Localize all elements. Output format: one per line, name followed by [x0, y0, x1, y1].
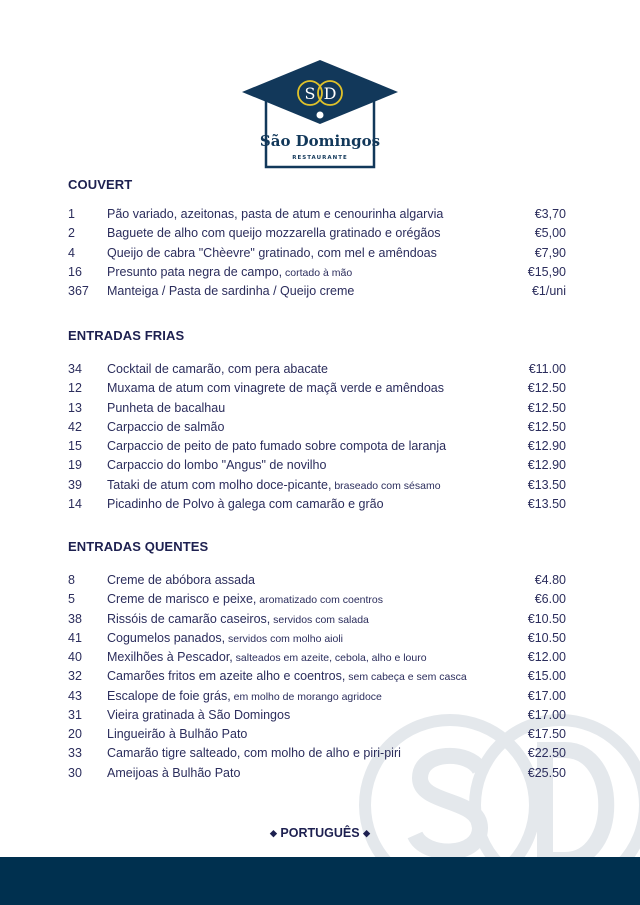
item-name: Cogumelos panados, — [107, 630, 226, 645]
item-name: Vieira gratinada à São Domingos — [107, 707, 291, 722]
item-number: 16 — [68, 264, 82, 279]
item-name: Baguete de alho com queijo mozzarella gratinado e orégãos — [107, 226, 441, 241]
item-name: Creme de abóbora assada — [107, 573, 256, 587]
item-price: €25.50 — [527, 765, 566, 780]
item-number: 2 — [68, 226, 75, 241]
menu-item — [68, 265, 566, 284]
item-description — [107, 401, 526, 415]
item-price: €12.50 — [527, 419, 566, 434]
item-price: €10.50 — [527, 630, 566, 645]
item-name: Carpaccio do lombo "Angus" de novilho — [107, 458, 327, 473]
item-description — [107, 265, 526, 279]
footer-band — [0, 857, 640, 905]
svg-text:D: D — [323, 84, 337, 103]
item-number: 14 — [68, 496, 82, 511]
item-description — [107, 650, 526, 664]
item-description — [107, 766, 526, 780]
item-number: 31 — [68, 707, 82, 722]
item-description — [107, 226, 526, 240]
language-selector[interactable] — [0, 826, 640, 840]
menu-item — [68, 458, 566, 477]
menu-item — [68, 746, 566, 765]
menu-list — [68, 573, 566, 785]
item-number: 41 — [68, 630, 82, 645]
item-price: €22.50 — [527, 746, 566, 761]
item-description — [107, 381, 526, 395]
item-number: 12 — [68, 381, 82, 396]
item-price: €10.50 — [527, 611, 566, 626]
item-number: 40 — [68, 650, 82, 664]
menu-item — [68, 573, 566, 592]
item-price: €12.90 — [527, 458, 566, 473]
menu-item — [68, 362, 566, 381]
item-name: Carpaccio de salmão — [107, 419, 225, 434]
menu-item — [68, 592, 566, 611]
item-price: €12.90 — [527, 439, 566, 453]
menu-item — [68, 766, 566, 785]
menu-item — [68, 439, 566, 458]
menu-item — [68, 420, 566, 439]
item-note: cortado à mão — [282, 266, 353, 279]
arrow-right-icon: ◆ — [363, 828, 370, 838]
item-name: Presunto pata negra de campo, — [107, 264, 283, 279]
item-price: €17.50 — [527, 727, 566, 741]
item-price: €13.50 — [527, 477, 566, 492]
item-price: €15,90 — [527, 264, 566, 279]
restaurant-logo — [240, 58, 400, 170]
item-name: Ameijoas à Bulhão Pato — [107, 765, 241, 780]
item-name: Lingueirão à Bulhão Pato — [107, 727, 248, 741]
item-number: 367 — [68, 284, 89, 298]
item-number: 1 — [68, 207, 75, 221]
item-description — [107, 284, 526, 298]
item-price: €17.00 — [527, 707, 566, 722]
item-price: €1/uni — [531, 284, 566, 298]
item-price: €12.50 — [527, 381, 566, 396]
item-number: 20 — [68, 727, 82, 741]
item-name: Mexilhões à Pescador, — [107, 650, 233, 664]
menu-item — [68, 401, 566, 420]
menu-item — [68, 284, 566, 303]
item-description — [107, 669, 526, 683]
brand-name: São Domingos — [259, 132, 381, 150]
item-name: Punheta de bacalhau — [107, 400, 226, 415]
item-number: 43 — [68, 688, 82, 703]
item-description — [107, 246, 526, 260]
section-title-couvert: COUVERT — [68, 177, 133, 192]
item-description — [107, 478, 526, 492]
item-name: Muxama de atum com vinagrete de maçã verde e amêndoas — [107, 381, 444, 396]
item-name: Pão variado, azeitonas, pasta de atum e cenourinha algarvia — [107, 207, 444, 221]
item-note: servidos com molho aioli — [225, 632, 344, 645]
arrow-left-icon: ◆ — [270, 828, 277, 838]
menu-item — [68, 207, 566, 226]
item-name: Rissóis de camarão caseiros, — [107, 611, 271, 626]
menu-item — [68, 708, 566, 727]
item-name: Tataki de atum com molho doce-picante, — [107, 477, 332, 492]
item-description — [107, 439, 526, 453]
item-number: 42 — [68, 419, 82, 434]
item-name: Carpaccio de peito de pato fumado sobre compota de laranja — [107, 439, 447, 453]
language-label: PORTUGUÊS — [280, 826, 360, 840]
menu-item — [68, 669, 566, 688]
item-description — [107, 497, 526, 511]
item-description — [107, 631, 526, 645]
item-price: €13.50 — [527, 496, 566, 511]
item-description — [107, 689, 526, 703]
item-price: €5,00 — [534, 226, 566, 241]
item-number: 33 — [68, 746, 82, 761]
section-title-entradas-frias: ENTRADAS FRIAS — [68, 328, 185, 343]
item-price: €12.00 — [527, 650, 566, 664]
item-price: €7,90 — [534, 245, 566, 260]
item-number: 38 — [68, 611, 82, 626]
svg-text:S: S — [304, 84, 316, 103]
section-title-entradas-quentes: ENTRADAS QUENTES — [68, 539, 209, 554]
item-description — [107, 727, 526, 741]
item-note: braseado com sésamo — [331, 479, 441, 492]
item-name: Queijo de cabra "Chèevre" gratinado, com mel e amêndoas — [107, 245, 437, 260]
menu-item — [68, 497, 566, 516]
item-description — [107, 458, 526, 472]
item-number: 5 — [68, 592, 75, 607]
item-price: €12.50 — [527, 400, 566, 415]
item-name: Manteiga / Pasta de sardinha / Queijo creme — [107, 284, 355, 298]
menu-item — [68, 612, 566, 631]
item-description — [107, 573, 526, 587]
item-number: 34 — [68, 362, 82, 376]
menu-item — [68, 478, 566, 497]
brand-subtitle: RESTAURANTE — [292, 155, 348, 161]
item-price: €4.80 — [534, 573, 566, 587]
menu-list — [68, 362, 566, 516]
menu-item — [68, 650, 566, 669]
menu-item — [68, 226, 566, 245]
menu-item — [68, 246, 566, 265]
item-number: 13 — [68, 400, 82, 415]
item-description — [107, 362, 526, 376]
item-description — [107, 612, 526, 626]
item-note: aromatizado com coentros — [256, 594, 384, 607]
item-number: 19 — [68, 458, 82, 473]
item-name: Picadinho de Polvo à galega com camarão e grão — [107, 496, 384, 511]
menu-item — [68, 727, 566, 746]
item-price: €3,70 — [534, 207, 566, 221]
item-number: 39 — [68, 477, 82, 492]
item-number: 30 — [68, 765, 82, 780]
item-price: €6.00 — [534, 592, 566, 607]
item-description — [107, 746, 526, 760]
menu-item — [68, 381, 566, 400]
item-description — [107, 708, 526, 722]
item-note: sem cabeça e sem casca — [345, 671, 467, 684]
item-number: 8 — [68, 573, 75, 587]
item-description — [107, 420, 526, 434]
item-price: €15.00 — [527, 669, 566, 684]
item-description — [107, 207, 526, 221]
item-price: €11.00 — [528, 362, 566, 376]
menu-list — [68, 207, 566, 303]
item-name: Creme de marisco e peixe, — [107, 592, 257, 607]
item-name: Camarões fritos em azeite alho e coentros, — [107, 669, 346, 684]
item-description — [107, 592, 526, 606]
item-name: Cocktail de camarão, com pera abacate — [107, 362, 328, 376]
item-name: Camarão tigre salteado, com molho de alho e piri-piri — [107, 746, 401, 761]
item-note: salteados em azeite, cebola, alho e louro — [232, 652, 427, 664]
menu-item — [68, 631, 566, 650]
item-number: 15 — [68, 439, 82, 453]
item-number: 4 — [68, 245, 75, 260]
item-note: em molho de morango agridoce — [230, 690, 382, 703]
item-note: servidos com salada — [270, 613, 369, 626]
menu-item — [68, 689, 566, 708]
item-number: 32 — [68, 669, 82, 684]
item-name: Escalope de foie grás, — [107, 688, 231, 703]
item-price: €17.00 — [527, 688, 566, 703]
